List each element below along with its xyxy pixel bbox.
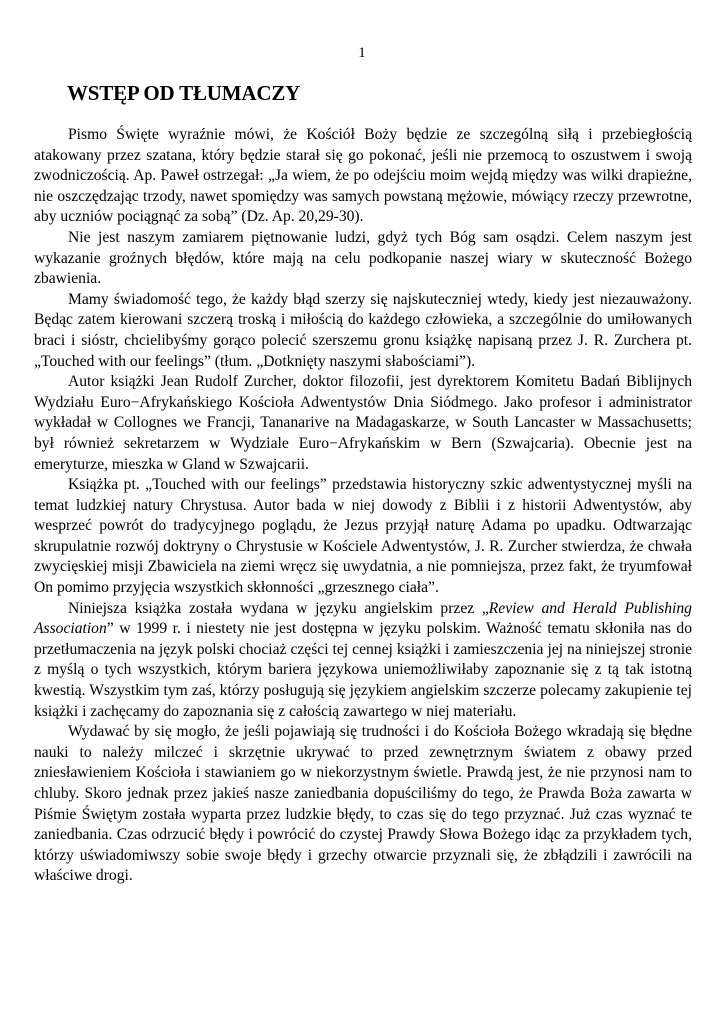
paragraph-6 [34, 599, 692, 723]
paragraph-7: Wydawać by się mogło, że jeśli pojawiają się trudności i do Kościoła Bożego wkradają się błędne nauki to należy milczeć i skrzętnie ukrywać to przed zewnętrznym światem z obawy przed zniesławieniem Kościoła i stawianiem go w niekorzystnym świetle. Prawdą jest, że nie przynosi nam to chluby. Skoro jednak przez jakieś nasze zaniedbania dopuściliśmy do tego, że Prawda Boża zawarta w Piśmie Świętym została wyparta przez ludzkie błędy, to czas się do tego przyznać. Już czas wyznać te zaniedbania. Czas odrzucić błędy i powrócić do czystej Prawdy Słowa Bożego idąc za przykładem tych, którzy uświadomiwszy sobie swoje błędy i grzechy otwarcie przyznali się, że zbłądzili i zawrócili na właściwe drogi. [34, 723, 692, 885]
paragraph-2: Nie jest naszym zamiarem piętnowanie ludzi, gdyż tych Bóg sam osądzi. Celem naszym jest wykazanie groźnych błędów, które mają na celu podkopanie naszej wiary w skuteczność Bożego zbawienia. [34, 228, 692, 288]
paragraph-3: Mamy świadomość tego, że każdy błąd szerzy się najskuteczniej wtedy, kiedy jest niezauważony. Będąc zatem kierowani szczerą troską i miłością do każdego człowieka, a szczególnie do umiłowanych braci i sióstr, chcielibyśmy gorąco polecić szerszemu gronu książkę napisaną przez J. R. Zurchera pt. „Touched with our feelings” (tłum. „Dotknięty naszymi słabościami”). [34, 290, 692, 370]
publisher-name: Review and Herald Publishing Association [34, 599, 692, 638]
page-number: 1 [358, 45, 366, 61]
document-body [34, 125, 692, 887]
paragraph-6-rest: ” w 1999 r. i niestety nie jest dostępna w języku polskim. Ważność tematu skłoniła nas do przetłumaczenia na język polski chociaż części tej cennej książki i zamieszczenia jej na niniejszej stronie z myślą o tych wszystkich, którym bariera językowa uniemożliwiłaby zapoznanie się z tą tak istotną kwestią. Wszystkim tym zaś, którzy posługują się językiem angielskim szczerze polecamy zakupienie tej książki i zachęcamy do zapoznania się z całością zawartego w niej materiału. [34, 620, 692, 720]
paragraph-1: Pismo Święte wyraźnie mówi, że Kościół Boży będzie ze szczególną siłą i przebiegłością atakowany przez szatana, który będzie starał się go pokonać, jeśli nie przemocą to oszustwem i swoją zwodniczością. Ap. Paweł ostrzegał: „Ja wiem, że po odejściu moim wejdą między was wilki drapieżne, nie oszczędzając trzody, nawet spomiędzy was samych powstaną mężowie, mówiący rzeczy przewrotne, aby uczniów pociągnąć za sobą” (Dz. Ap. 20,29-30). [34, 126, 692, 226]
page-title: WSTĘP OD TŁUMACZY [67, 81, 301, 105]
paragraph-5: Książka pt. „Touched with our feelings” przedstawia historyczny szkic adwentystycznej myśli na temat ludzkiej natury Chrystusa. Autor bada w niej dowody z Biblii i z historii Adwentystów, aby wesprzeć powrót do tradycyjnego poglądu, że Jezus przyjął naturę Adama po upadku. Odtwarzając skrupulatnie rozwój doktryny o Chrystusie w Kościele Adwentystów, J. R. Zurcher stwierdza, że chwała zwycięskiej misji Zbawiciela na ziemi wręcz się uwydatnia, a nie pomniejsza, przez fakt, że tryumfował On pomimo przyjęcia wszystkich skłonności „grzesznego ciała”. [34, 476, 692, 597]
paragraph-6-intro: Niniejsza książka została wydana w języku angielskim przez „ [68, 599, 489, 617]
paragraph-4: Autor książki Jean Rudolf Zurcher, doktor filozofii, jest dyrektorem Komitetu Badań Biblijnych Wydziału Euro−Afrykańskiego Kościoła Adwentystów Dnia Siódmego. Jako profesor i administrator wykładał w Collognes we Francji, Tananarive na Madagaskarze, w South Lancaster w Massachusetts; był również sekretarzem w Wydziale Euro−Afrykańskim w Bern (Szwajcaria). Obecnie jest na emeryturze, mieszka w Gland w Szwajcarii. [34, 373, 692, 473]
